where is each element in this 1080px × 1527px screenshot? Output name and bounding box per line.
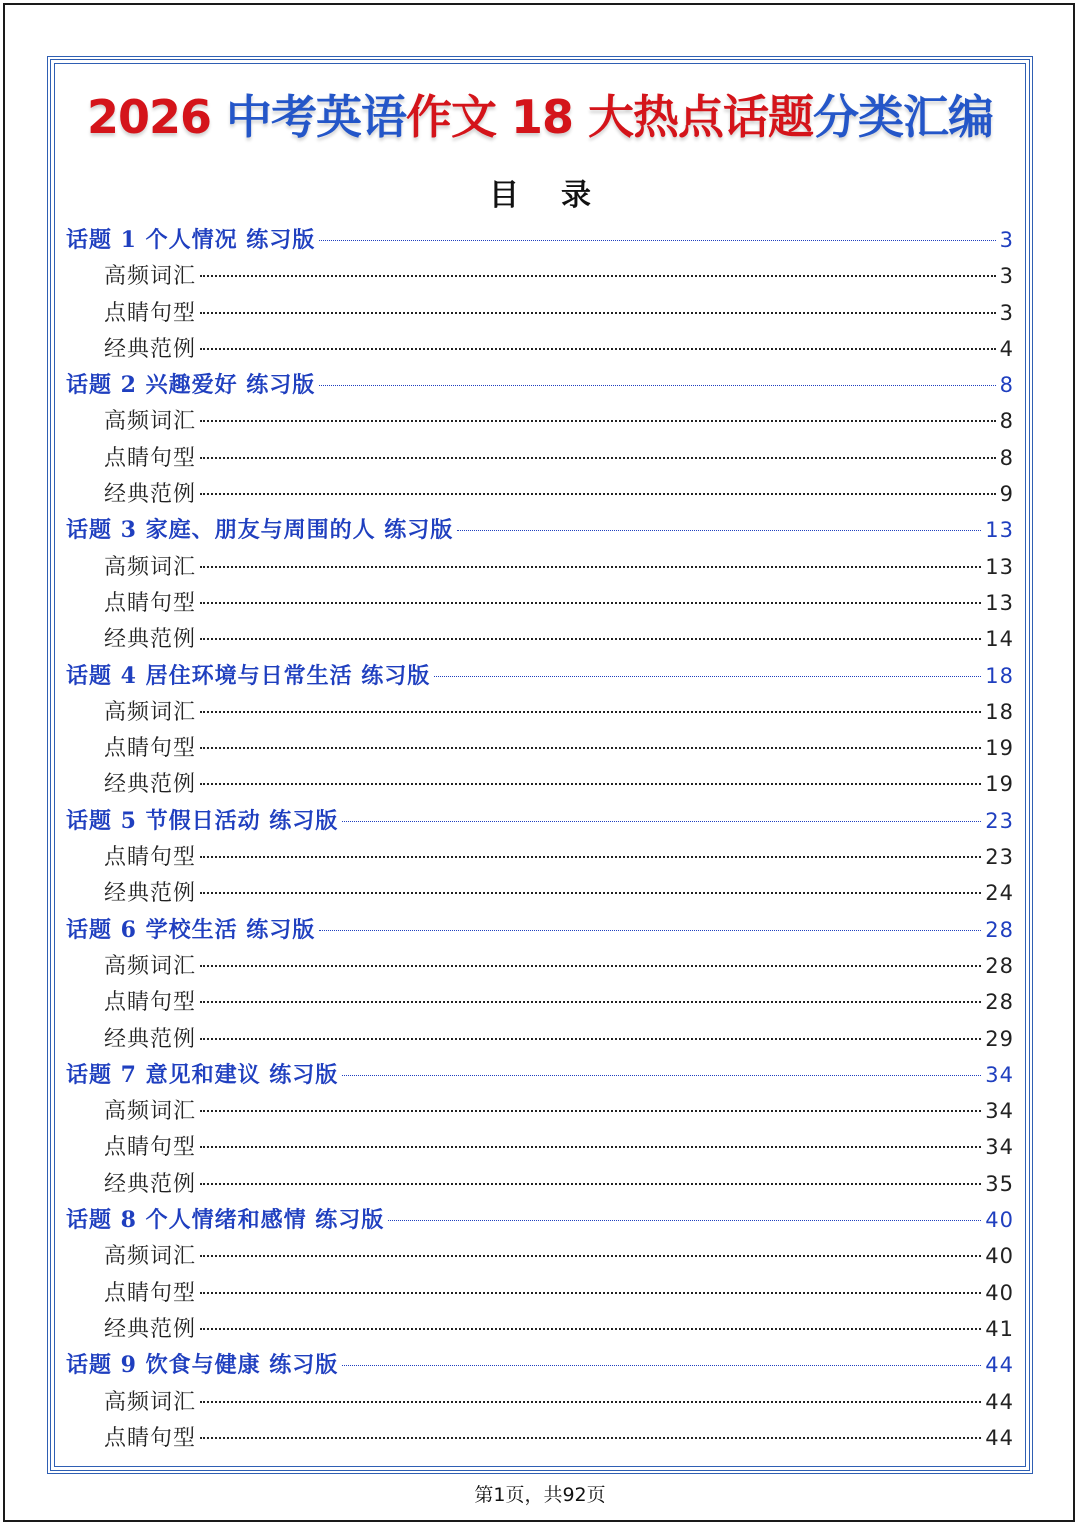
toc-entry-title: 话题 8 个人情绪和感情 练习版 [66, 1207, 385, 1234]
toc-entry-title: 点睛句型 [104, 590, 197, 616]
toc-dot-leader [200, 1182, 981, 1185]
toc-topic-entry[interactable] [66, 222, 1014, 258]
toc-entry-title: 话题 5 节假日活动 练习版 [66, 807, 339, 834]
toc-section-entry[interactable] [66, 621, 1014, 657]
toc-page-number: 13 [985, 590, 1014, 615]
toc-section-entry[interactable] [66, 984, 1014, 1020]
toc-page-number: 34 [985, 1099, 1014, 1124]
toc-section-entry[interactable] [66, 549, 1014, 585]
toc-page-number: 44 [985, 1353, 1014, 1378]
toc-topic-entry[interactable] [66, 1347, 1014, 1383]
toc-section-entry[interactable] [66, 839, 1014, 875]
toc-section-entry[interactable] [66, 476, 1014, 512]
toc-section-entry[interactable] [66, 948, 1014, 984]
toc-section-entry[interactable] [66, 585, 1014, 621]
toc-dot-leader [342, 1074, 981, 1076]
toc-page-number: 9 [999, 482, 1014, 507]
toc-dot-leader [200, 710, 981, 713]
toc-page-number: 40 [985, 1208, 1014, 1233]
toc-section-entry[interactable] [66, 1275, 1014, 1311]
toc-page-number: 8 [999, 373, 1014, 398]
toc-entry-title: 话题 4 居住环境与日常生活 练习版 [66, 662, 431, 689]
toc-page-number: 18 [985, 699, 1014, 724]
toc-entry-title: 话题 9 饮食与健康 练习版 [66, 1352, 339, 1379]
toc-section-entry[interactable] [66, 1311, 1014, 1347]
toc-page-number: 23 [985, 808, 1014, 833]
toc-dot-leader [200, 891, 981, 894]
toc-page-number: 19 [985, 736, 1014, 761]
toc-dot-leader [200, 855, 981, 858]
toc-entry-title: 高频词汇 [104, 409, 197, 435]
toc-entry-title: 点睛句型 [104, 445, 197, 471]
toc-section-entry[interactable] [66, 730, 1014, 766]
toc-entry-title: 经典范例 [104, 1316, 197, 1342]
toc-section-entry[interactable] [66, 1238, 1014, 1274]
toc-dot-leader [200, 1254, 981, 1257]
toc-topic-entry[interactable] [66, 803, 1014, 839]
toc-dot-leader [200, 746, 981, 749]
toc-page-number: 3 [999, 228, 1014, 252]
toc-entry-title: 高频词汇 [104, 699, 197, 725]
toc-dot-leader [200, 274, 996, 277]
toc-entry-title: 高频词汇 [104, 1244, 197, 1270]
toc-section-entry[interactable] [66, 1166, 1014, 1202]
toc-entry-title: 经典范例 [104, 1171, 197, 1197]
toc-dot-leader [434, 675, 981, 677]
toc-section-entry[interactable] [66, 766, 1014, 802]
toc-page-number: 8 [999, 409, 1014, 434]
toc-topic-entry[interactable] [66, 912, 1014, 948]
toc-page-number: 13 [985, 518, 1014, 543]
toc-section-entry[interactable] [66, 694, 1014, 730]
toc-page-number: 18 [985, 663, 1014, 688]
toc-dot-leader [200, 637, 981, 640]
toc-dot-leader [457, 529, 981, 531]
toc-entry-title: 高频词汇 [104, 554, 197, 580]
toc-section-entry[interactable] [66, 295, 1014, 331]
toc-page-number: 40 [985, 1244, 1014, 1269]
toc-entry-title: 高频词汇 [104, 264, 197, 290]
toc-section-entry[interactable] [66, 258, 1014, 294]
toc-entry-title: 经典范例 [104, 482, 197, 508]
toc-dot-leader [200, 456, 996, 459]
toc-entry-title: 话题 3 家庭、朋友与周围的人 练习版 [66, 517, 454, 544]
toc-dot-leader [200, 419, 996, 422]
toc-entry-title: 经典范例 [104, 336, 197, 362]
toc-dot-leader [200, 311, 996, 314]
toc-dot-leader [200, 1037, 981, 1040]
toc-entry-title: 点睛句型 [104, 300, 197, 326]
title-part-year: 2026 [86, 90, 226, 144]
toc-page-number: 13 [985, 554, 1014, 579]
toc-page-number: 35 [985, 1171, 1014, 1196]
toc-page-number: 19 [985, 772, 1014, 797]
toc-page-number: 4 [999, 336, 1014, 361]
toc-section-entry[interactable] [66, 875, 1014, 911]
title-part-compilation: 分类汇编 [813, 90, 994, 144]
toc-entry-title: 点睛句型 [104, 1425, 197, 1451]
toc-entry-title: 话题 6 学校生活 练习版 [66, 916, 316, 943]
toc-entry-title: 点睛句型 [104, 1280, 197, 1306]
toc-dot-leader [319, 239, 995, 241]
toc-entry-title: 高频词汇 [104, 1099, 197, 1125]
toc-page-number: 29 [985, 1026, 1014, 1051]
document-title [47, 82, 1033, 152]
toc-topic-entry[interactable] [66, 1057, 1014, 1093]
toc-dot-leader [200, 1109, 981, 1112]
toc-dot-leader [319, 384, 995, 386]
toc-dot-leader [319, 929, 981, 931]
toc-section-entry[interactable] [66, 1021, 1014, 1057]
toc-entry-title: 话题 7 意见和建议 练习版 [66, 1061, 339, 1088]
toc-entry-title: 话题 2 兴趣爱好 练习版 [66, 372, 316, 399]
toc-page-number: 28 [985, 917, 1014, 942]
toc-dot-leader [200, 1145, 981, 1148]
toc-topic-entry[interactable] [66, 367, 1014, 403]
toc-entry-title: 高频词汇 [104, 953, 197, 979]
toc-entry-title: 高频词汇 [104, 1389, 197, 1415]
toc-entry-title: 点睛句型 [104, 990, 197, 1016]
title-part-exam: 中考英语 [226, 90, 406, 144]
toc-list [66, 222, 1014, 1456]
toc-page-number: 24 [985, 881, 1014, 906]
toc-page-number: 28 [985, 990, 1014, 1015]
toc-entry-title: 点睛句型 [104, 1135, 197, 1161]
toc-page-number: 3 [999, 300, 1014, 325]
toc-page-number: 44 [985, 1425, 1014, 1450]
toc-topic-entry[interactable] [66, 658, 1014, 694]
toc-entry-title: 经典范例 [104, 772, 197, 798]
toc-page-number: 23 [985, 845, 1014, 870]
toc-section-entry[interactable] [66, 331, 1014, 367]
toc-entry-title: 经典范例 [104, 881, 197, 907]
toc-dot-leader [200, 1327, 981, 1330]
toc-entry-title: 点睛句型 [104, 736, 197, 762]
toc-dot-leader [200, 782, 981, 785]
toc-page-number: 28 [985, 953, 1014, 978]
toc-entry-title: 经典范例 [104, 627, 197, 653]
toc-page-number: 14 [985, 627, 1014, 652]
toc-dot-leader [200, 964, 981, 967]
toc-heading: 目录 [489, 178, 633, 213]
toc-page-number: 8 [999, 445, 1014, 470]
toc-dot-leader [200, 601, 981, 604]
toc-dot-leader [200, 1291, 981, 1294]
toc-dot-leader [200, 347, 996, 350]
toc-page-number: 40 [985, 1280, 1014, 1305]
toc-entry-title: 话题 1 个人情况 练习版 [66, 227, 316, 253]
toc-page-number: 3 [999, 264, 1014, 289]
toc-entry-title: 经典范例 [104, 1026, 197, 1052]
toc-topic-entry[interactable] [66, 1202, 1014, 1238]
toc-dot-leader [200, 1400, 981, 1403]
toc-dot-leader [342, 820, 981, 822]
toc-section-entry[interactable] [66, 403, 1014, 439]
toc-section-entry[interactable] [66, 1093, 1014, 1129]
toc-page-number: 34 [985, 1062, 1014, 1087]
toc-dot-leader [388, 1219, 981, 1221]
toc-section-entry[interactable] [66, 440, 1014, 476]
toc-dot-leader [200, 1436, 981, 1439]
toc-section-entry[interactable] [66, 1420, 1014, 1456]
toc-dot-leader [200, 565, 981, 568]
toc-topic-entry[interactable] [66, 512, 1014, 548]
toc-page-number: 41 [985, 1316, 1014, 1341]
toc-section-entry[interactable] [66, 1129, 1014, 1165]
toc-entry-title: 点睛句型 [104, 845, 197, 871]
toc-dot-leader [200, 1000, 981, 1003]
title-part-topics: 作文 18 大热点话题 [406, 90, 814, 144]
toc-dot-leader [200, 492, 996, 495]
page-footer: 第1页，共92页 [474, 1484, 606, 1506]
toc-page-number: 44 [985, 1389, 1014, 1414]
toc-section-entry[interactable] [66, 1384, 1014, 1420]
toc-dot-leader [342, 1364, 981, 1366]
toc-page-number: 34 [985, 1135, 1014, 1160]
